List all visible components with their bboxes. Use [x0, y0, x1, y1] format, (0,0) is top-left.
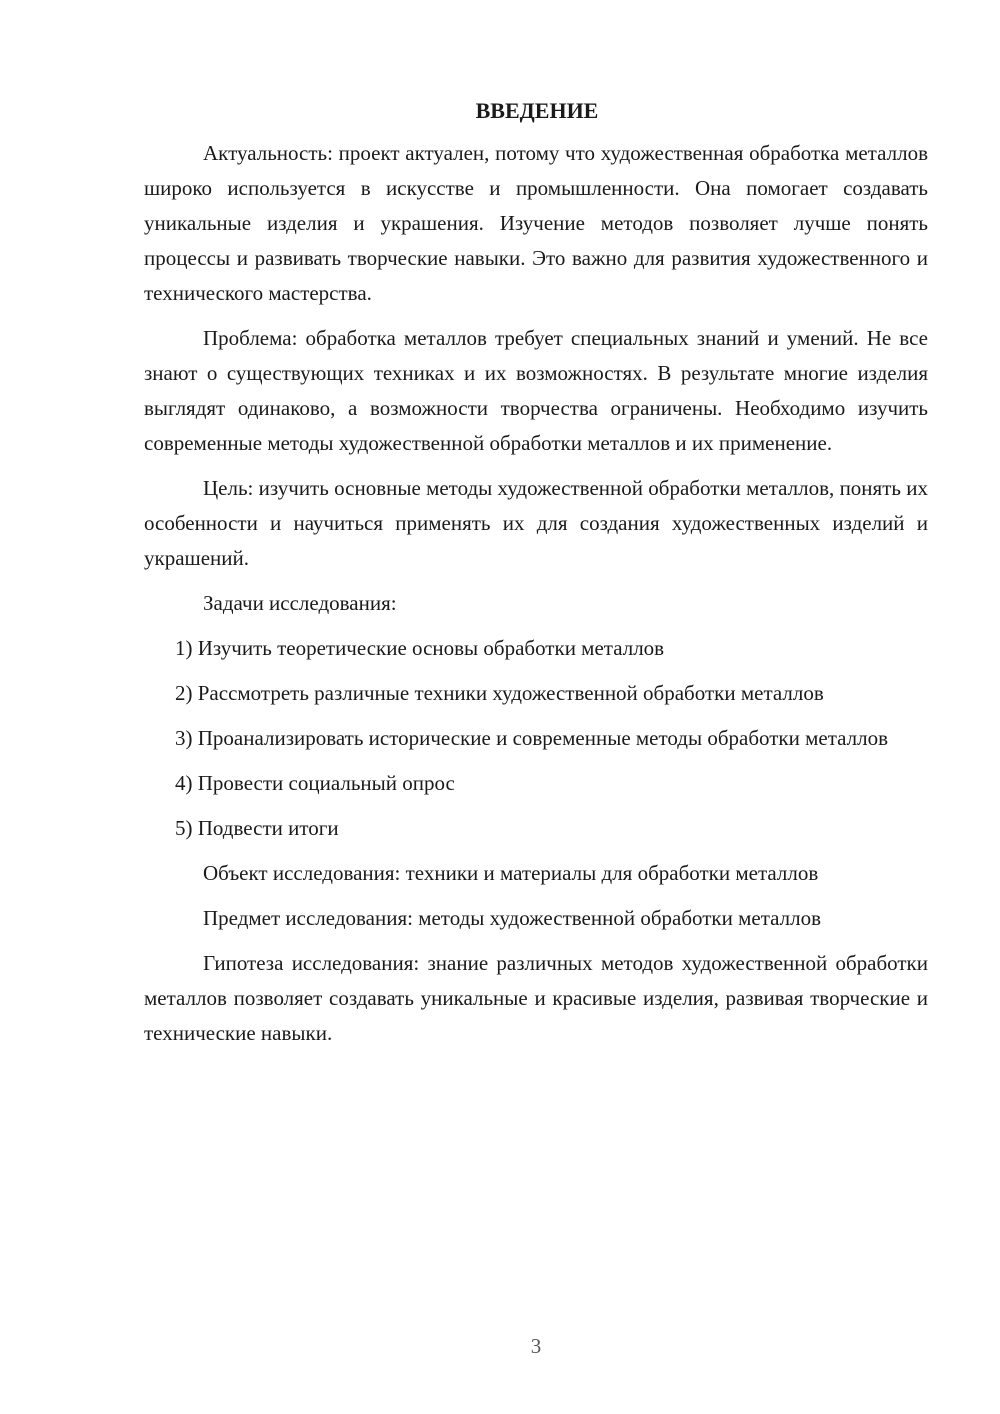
task-item-5: 5) Подвести итоги — [175, 816, 339, 840]
task-item-1: 1) Изучить теоретические основы обработки металлов — [175, 636, 665, 660]
hypothesis-paragraph: Гипотеза исследования: знание различных методов художественной обработки металлов позволяет создавать уникальные и красивые изделия, развивая творческие и технические навыки. — [144, 951, 928, 1045]
relevance-paragraph: Актуальность: проект актуален, потому что художественная обработка металлов широко используется в искусстве и промышленности. Она помогает создавать уникальные изделия и украшения. Изучение методов позволяет лучше понять процессы и развивать творческие навыки. Это важно для развития художественного и технического мастерства. — [144, 141, 928, 305]
goal-paragraph: Цель: изучить основные методы художественной обработки металлов, понять их особенности и научиться применять их для создания художественных изделий и украшений. — [144, 476, 928, 570]
object-paragraph: Объект исследования: техники и материалы для обработки металлов — [203, 861, 819, 885]
section-heading: ВВЕДЕНИЕ — [475, 98, 599, 123]
subject-paragraph: Предмет исследования: методы художественной обработки металлов — [203, 906, 822, 930]
problem-paragraph: Проблема: обработка металлов требует специальных знаний и умений. Не все знают о существующих техниках и их возможностях. В результате многие изделия выглядят одинаково, а возможности творчества ограничены. Необходимо изучить современные методы художественной обработки металлов и их применение. — [144, 326, 928, 455]
task-item-4: 4) Провести социальный опрос — [175, 771, 455, 795]
page-number: 3 — [530, 1334, 542, 1358]
task-item-2: 2) Рассмотреть различные техники художественной обработки металлов — [175, 681, 824, 705]
tasks-heading: Задачи исследования: — [203, 591, 397, 615]
document-page — [144, 96, 928, 1061]
task-item-3: 3) Проанализировать исторические и современные методы обработки металлов — [175, 726, 889, 750]
